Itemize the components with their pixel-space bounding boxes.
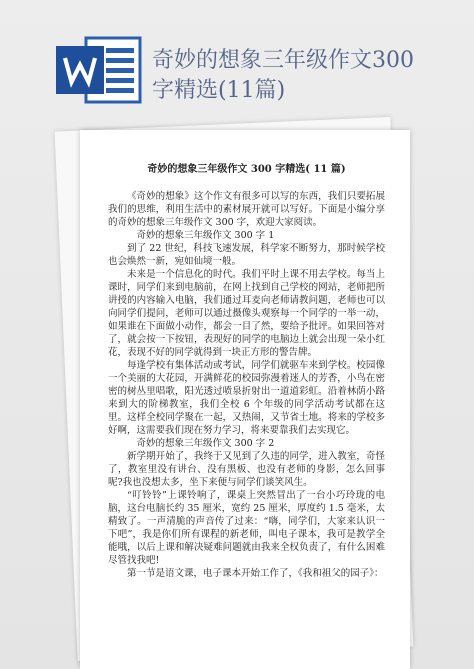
paragraph: 未来是一个信息化的时代。我们平时上课不用去学校。每当上课时，同学们来到电脑前，在网上找到自己学校的网站，老师把所讲授的内容输入电脑，我们通过耳麦向老师请教问题，老师也可以向同学们提问，老师可以通过摄像头观察每一个同学的一举一动，如果谁在下面做小动作，都会一目了然，要给予批评。如果回答对了，就会按一下按钮，表现好的同学的电脑边上就会出现一朵小红花，表现不好的同学就得到一块正方形的警告牌。 <box>108 269 385 358</box>
word-icon-line <box>106 48 134 53</box>
paragraph: 每逢学校有集体活动或考试，同学们就驱车来到学校。校园像一个美丽的大花园，开满鲜花的校园弥漫着迷人的芳香，小鸟在密密的树丛里唱歌，阳光透过喷泉折射出一道道彩虹。沿着林荫小路来到大的阶梯教室，我们全校 6 个年级的同学活动考试都在这里。这样全校同学聚在一起，又热闹，又节省土地。将来的学校多好啊，这需要我们现在努力学习，将来要靠我们去实现它。 <box>108 360 385 436</box>
intro-paragraph: 《奇妙的想象》这个作文有很多可以写的东西，我们只要拓展我们的思维，利用生活中的素材展开就可以写好。下面是小编分享的奇妙的想象三年级作文 300 字，欢迎大家阅读。 <box>108 191 385 228</box>
section-heading-1: 奇妙的想象三年级作文 300 字 1 <box>136 230 275 241</box>
paragraph: “叮铃铃”上课铃响了，课桌上突然冒出了一台小巧玲珑的电脑，这台电脑长约 35 厘米，宽约 25 厘米，厚度约 1.5 毫米，太精致了。一声清脆的声音传了过来：“嗨，同学们，大家来认识一下吧”，我是你们所有课程的新老师，叫电子课本，我可是教学全能哦，以后上课和解决疑难问题就由我来全权负责了，有什么困难尽管找我吧! <box>108 490 385 566</box>
word-icon-line <box>106 58 134 63</box>
word-icon-square <box>56 46 104 94</box>
page-title: 奇妙的想象三年级作文 300 字精选( 11 篇) <box>147 164 346 175</box>
paragraph: 新学期开始了，我终于又见到了久违的同学，进入教室，奇怪了，教室里没有讲台、没有黑板、也没有老师的身影，怎么回事呢?我也没想太多，坐下来便与同学们谈笑风生。 <box>108 451 385 488</box>
paragraph: 第一节是语文课，电子课本开始工作了，《我和祖父的园子》： <box>127 568 384 579</box>
word-icon <box>56 36 142 104</box>
paragraph: 到了 22 世纪，科技飞速发展，科学家不断努力，那时候学校也会焕然一新，宛如仙境一般。 <box>108 243 385 267</box>
word-icon-line <box>106 68 134 73</box>
word-icon-line <box>106 78 134 83</box>
document-heading-line-2: 字精选(11篇) <box>152 78 286 103</box>
section-heading-2: 奇妙的想象三年级作文 300 字 2 <box>136 438 275 449</box>
word-icon-line <box>106 88 134 93</box>
document-page <box>80 130 410 669</box>
document-heading <box>152 46 462 106</box>
document-heading-line-1: 奇妙的想象三年级作文300 <box>152 48 414 73</box>
